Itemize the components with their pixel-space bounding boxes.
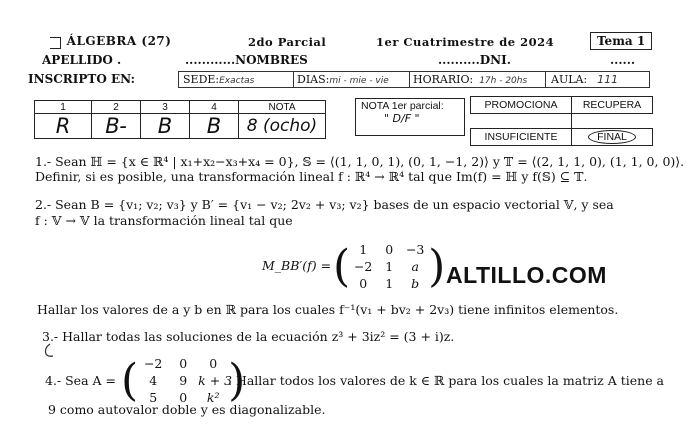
grade-value: B	[141, 114, 190, 139]
matrix-entry: 0	[359, 276, 368, 291]
exam-name: 2do Parcial	[248, 35, 327, 49]
matrix-grid	[350, 242, 428, 291]
problem-1-line-2: Definir, si es posible, una transformación lineal f : ℝ⁴ → ℝ⁴ tal que Im(f) = ℍ y f(𝕊) ⊆ 𝕋.	[35, 169, 588, 184]
tema-badge: Tema 1	[590, 32, 652, 50]
aula-cell[interactable]: AULA: 111	[551, 73, 619, 86]
inscripcion-box	[178, 71, 650, 88]
nombres-field[interactable]: ............NOMBRES	[185, 53, 308, 67]
matrix-entry: −2	[353, 259, 373, 274]
horario-value: 17h - 20hs	[479, 76, 528, 86]
promociona-cell: PROMOCIONA	[471, 97, 572, 114]
matrix-entry: 9	[179, 373, 188, 388]
pen-mark	[42, 342, 56, 358]
recupera-cell: RECUPERA	[572, 97, 653, 114]
nota-parcial-box	[355, 98, 465, 136]
matrix-entry: k + 3	[198, 373, 233, 388]
sede-value: Exactas	[219, 76, 255, 86]
matrix-a	[121, 356, 245, 405]
matrix-entry: −3	[405, 242, 425, 257]
final-circled: FINAL	[588, 130, 636, 144]
matrix-entry: k²	[206, 390, 220, 405]
horario-cell[interactable]: HORARIO: 17h - 20hs	[413, 73, 528, 86]
grade-value: B-	[92, 114, 141, 139]
subject-title: ÁLGEBRA (27)	[50, 34, 171, 48]
matrix-mbb	[333, 242, 445, 291]
dni-field[interactable]: ..........DNI.	[438, 53, 511, 67]
matrix-entry: a	[411, 259, 419, 274]
matrix-entry: 1	[385, 276, 394, 291]
divider	[293, 71, 294, 87]
problem-2-line-3: Hallar los valores de a y b en ℝ para los cuales f⁻¹(v₁ + bv₂ + 2v₃) tiene infinitos elementos.	[37, 302, 619, 317]
dias-cell[interactable]: DIAS:mi - mie - vie	[297, 73, 389, 86]
paren-right: )	[428, 240, 446, 292]
grade-col-header: 4	[190, 101, 239, 114]
final-cell	[572, 129, 653, 146]
problem-4-label: 4.- Sea A =	[45, 373, 116, 388]
divider	[545, 71, 546, 87]
grade-col-header: 2	[92, 101, 141, 114]
problem-1-line-1: 1.- Sean ℍ = {x ∈ ℝ⁴ | x₁+x₂−x₃+x₄ = 0}, 𝕊 = ⟨(1, 1, 0, 1), (0, 1, −1, 2)⟩ y 𝕋 = ⟨(2, 1, 1, 0), (1, 1, 0, 0)⟩.	[35, 154, 685, 169]
nota-value: 8 (ocho)	[239, 114, 326, 139]
grade-value: R	[35, 114, 92, 139]
insuficiente-cell: INSUFICIENTE	[471, 129, 572, 146]
grade-col-header: NOTA	[239, 101, 326, 114]
paren-left: (	[333, 240, 351, 292]
apellido-field[interactable]: APELLIDO .	[42, 53, 122, 67]
matrix-label: M_BB′(f) =	[262, 258, 332, 273]
matrix-entry: 4	[149, 373, 158, 388]
nota-parcial-value: " D/F "	[384, 112, 420, 125]
grade-value: B	[190, 114, 239, 139]
aula-value: 111	[597, 73, 619, 86]
empty-cell	[572, 114, 653, 129]
problem-2-line-1: 2.- Sean B = {v₁; v₂; v₃} y B′ = {v₁ − v₂; 2v₂ + v₃; v₂} bases de un espacio vectorial 𝕍, y sea	[35, 197, 614, 212]
matrix-entry: −2	[143, 356, 163, 371]
paren-left: (	[121, 354, 139, 406]
dots-right: ......	[610, 53, 636, 67]
grades-table	[34, 100, 326, 139]
sede-cell[interactable]: SEDE:Exactas	[183, 73, 255, 86]
problem-3: 3.- Hallar todas las soluciones de la ecuación z³ + 3iz² = (3 + i)z.	[42, 329, 455, 344]
promo-table	[470, 96, 653, 146]
matrix-entry: 5	[149, 390, 158, 405]
inscripto-label: INSCRIPTO EN:	[28, 72, 136, 86]
matrix-entry: 0	[209, 356, 218, 371]
grade-col-header: 3	[141, 101, 190, 114]
matrix-entry: 0	[179, 390, 188, 405]
dias-value: mi - mie - vie	[329, 76, 389, 86]
exam-term: 1er Cuatrimestre de 2024	[376, 35, 555, 49]
divider	[409, 71, 410, 87]
matrix-entry: 1	[359, 242, 368, 257]
watermark: ALTILLO.COM	[446, 262, 607, 288]
grade-col-header: 1	[35, 101, 92, 114]
problem-4-line-2: 9 como autovalor doble y es diagonalizable.	[48, 402, 326, 417]
matrix-grid	[138, 356, 233, 405]
problem-2-line-2: f : 𝕍 → 𝕍 la transformación lineal tal que	[35, 213, 293, 228]
matrix-entry: 0	[179, 356, 188, 371]
matrix-entry: 0	[385, 242, 394, 257]
corner-mark	[50, 37, 61, 49]
nota-parcial-label: NOTA 1er parcial:	[361, 100, 444, 112]
matrix-entry: b	[411, 276, 420, 291]
matrix-entry: 1	[385, 259, 394, 274]
empty-cell	[471, 114, 572, 129]
paren-right: )	[228, 354, 246, 406]
problem-4-line-1: . Hallar todos los valores de k ∈ ℝ para los cuales la matriz A tiene a	[228, 373, 665, 388]
